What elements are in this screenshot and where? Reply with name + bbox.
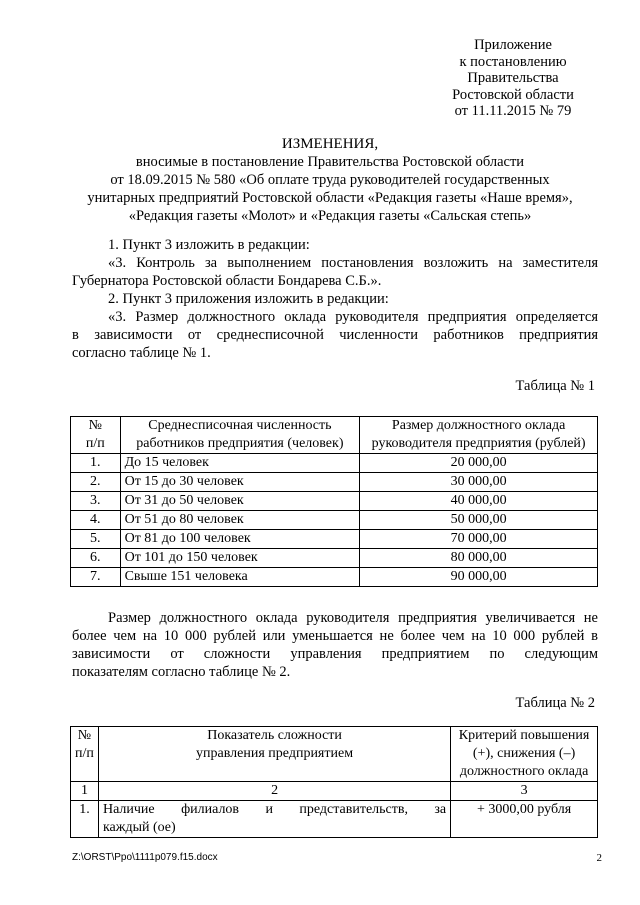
row-staff: До 15 человек (120, 454, 360, 473)
row-number: 3. (71, 492, 121, 511)
table-header-cell (71, 727, 99, 782)
paragraph-line: более чем на 10 000 рублей или уменьшается не более чем на 10 000 рублей в (72, 628, 598, 644)
row-staff: От 31 до 50 человек (120, 492, 360, 511)
table-header-cell (360, 417, 598, 454)
table2-caption: Таблица № 2 (515, 695, 595, 711)
table-header-row (71, 417, 598, 454)
row-staff: От 81 до 100 человек (120, 530, 360, 549)
table-header-row (71, 727, 598, 782)
table-row (71, 473, 598, 492)
page-number: 2 (596, 852, 602, 864)
row-number: 6. (71, 549, 121, 568)
row-salary: 70 000,00 (360, 530, 598, 549)
heading-line: «Редакция газеты «Молот» и «Редакция газеты «Сальская степь» (128, 208, 532, 224)
approval-line: к постановлению (459, 53, 567, 70)
header-text: Показатель сложности (207, 728, 342, 743)
paragraph-line: 1. Пункт 3 изложить в редакции: (108, 237, 310, 253)
table-header-cell (451, 727, 598, 782)
header-text: работников предприятия (человек) (136, 436, 344, 451)
header-text: № (77, 728, 92, 743)
index-cell: 2 (98, 782, 450, 801)
header-text: руководителя предприятия (рублей) (371, 436, 586, 451)
paragraph-line: показателям согласно таблице № 2. (72, 664, 291, 680)
row-salary: 50 000,00 (360, 511, 598, 530)
header-text: п/п (75, 746, 94, 761)
row-number: 7. (71, 568, 121, 587)
table-header-cell (120, 417, 360, 454)
row-number: 2. (71, 473, 121, 492)
header-text: Размер должностного оклада (391, 418, 566, 433)
row-number: 1. (71, 801, 99, 838)
table-salary-by-staff (70, 416, 598, 587)
index-cell: 1 (71, 782, 99, 801)
row-indicator (98, 801, 450, 838)
table-index-row (71, 782, 598, 801)
row-salary: 20 000,00 (360, 454, 598, 473)
heading-line: вносимые в постановление Правительства Ростовской области (135, 154, 525, 170)
header-text: Среднесписочная численность (148, 418, 332, 433)
header-text: Критерий повышения (458, 728, 590, 743)
table-header-cell (71, 417, 121, 454)
paragraph-line: «3. Контроль за выполнением постановления возложить на заместителя (108, 255, 598, 271)
paragraph-line: «3. Размер должностного оклада руководителя предприятия определяется (108, 309, 598, 325)
paragraph-line: согласно таблице № 1. (72, 345, 211, 361)
header-text: п/п (85, 436, 105, 451)
row-staff: От 15 до 30 человек (120, 473, 360, 492)
row-number: 4. (71, 511, 121, 530)
paragraph-line: Губернатора Ростовской области Бондарева С.Б.». (72, 273, 382, 289)
heading-line: унитарных предприятий Ростовской области «Редакция газеты «Наше время», (87, 190, 573, 206)
header-text: должностного оклада (459, 764, 589, 779)
table-complexity-criteria (70, 726, 598, 838)
row-number: 1. (71, 454, 121, 473)
row-staff: От 51 до 80 человек (120, 511, 360, 530)
heading-line: от 18.09.2015 № 580 «Об оплате труда руководителей государственных (110, 172, 550, 188)
row-salary: 30 000,00 (360, 473, 598, 492)
file-path: Z:\ORST\Ppo\1111p079.f15.docx (72, 852, 218, 863)
page-footer (72, 852, 602, 863)
table-row (71, 549, 598, 568)
page-title: ИЗМЕНЕНИЯ, (281, 136, 379, 152)
approval-line: Ростовской области (452, 86, 574, 103)
table-row (71, 530, 598, 549)
approval-line: от 11.11.2015 № 79 (454, 103, 572, 119)
table-row (71, 801, 598, 838)
approval-line: Правительства (467, 70, 559, 86)
row-salary: 80 000,00 (360, 549, 598, 568)
approval-block (418, 37, 608, 120)
table-header-cell (98, 727, 450, 782)
paragraph-line: Размер должностного оклада руководителя предприятия увеличивается не (108, 610, 598, 626)
row-staff: От 101 до 150 человек (120, 549, 360, 568)
index-cell: 3 (451, 782, 598, 801)
document-heading (60, 135, 600, 225)
paragraph-line: зависимости от сложности управления предприятием по следующим (72, 646, 598, 662)
indicator-line: каждый (ое) (102, 820, 176, 835)
approval-line: Приложение (474, 37, 552, 53)
body-section-2 (72, 609, 598, 681)
header-text: (+), снижения (–) (472, 746, 576, 761)
paragraph-line: в зависимости от среднесписочной численности работников предприятия (72, 327, 598, 343)
table1-caption: Таблица № 1 (515, 378, 595, 394)
paragraph-line: 2. Пункт 3 приложения изложить в редакции: (108, 291, 389, 307)
table-row (71, 511, 598, 530)
table-row (71, 568, 598, 587)
body-section-1 (72, 236, 598, 362)
row-criterion: + 3000,00 рубля (451, 801, 598, 838)
row-staff: Свыше 151 человека (120, 568, 360, 587)
header-text: управления предприятием (196, 746, 354, 761)
indicator-line: Наличие филиалов и представительств, за (102, 802, 447, 817)
table-row (71, 492, 598, 511)
table-row (71, 454, 598, 473)
row-salary: 90 000,00 (360, 568, 598, 587)
header-text: № (88, 418, 102, 433)
row-salary: 40 000,00 (360, 492, 598, 511)
row-number: 5. (71, 530, 121, 549)
